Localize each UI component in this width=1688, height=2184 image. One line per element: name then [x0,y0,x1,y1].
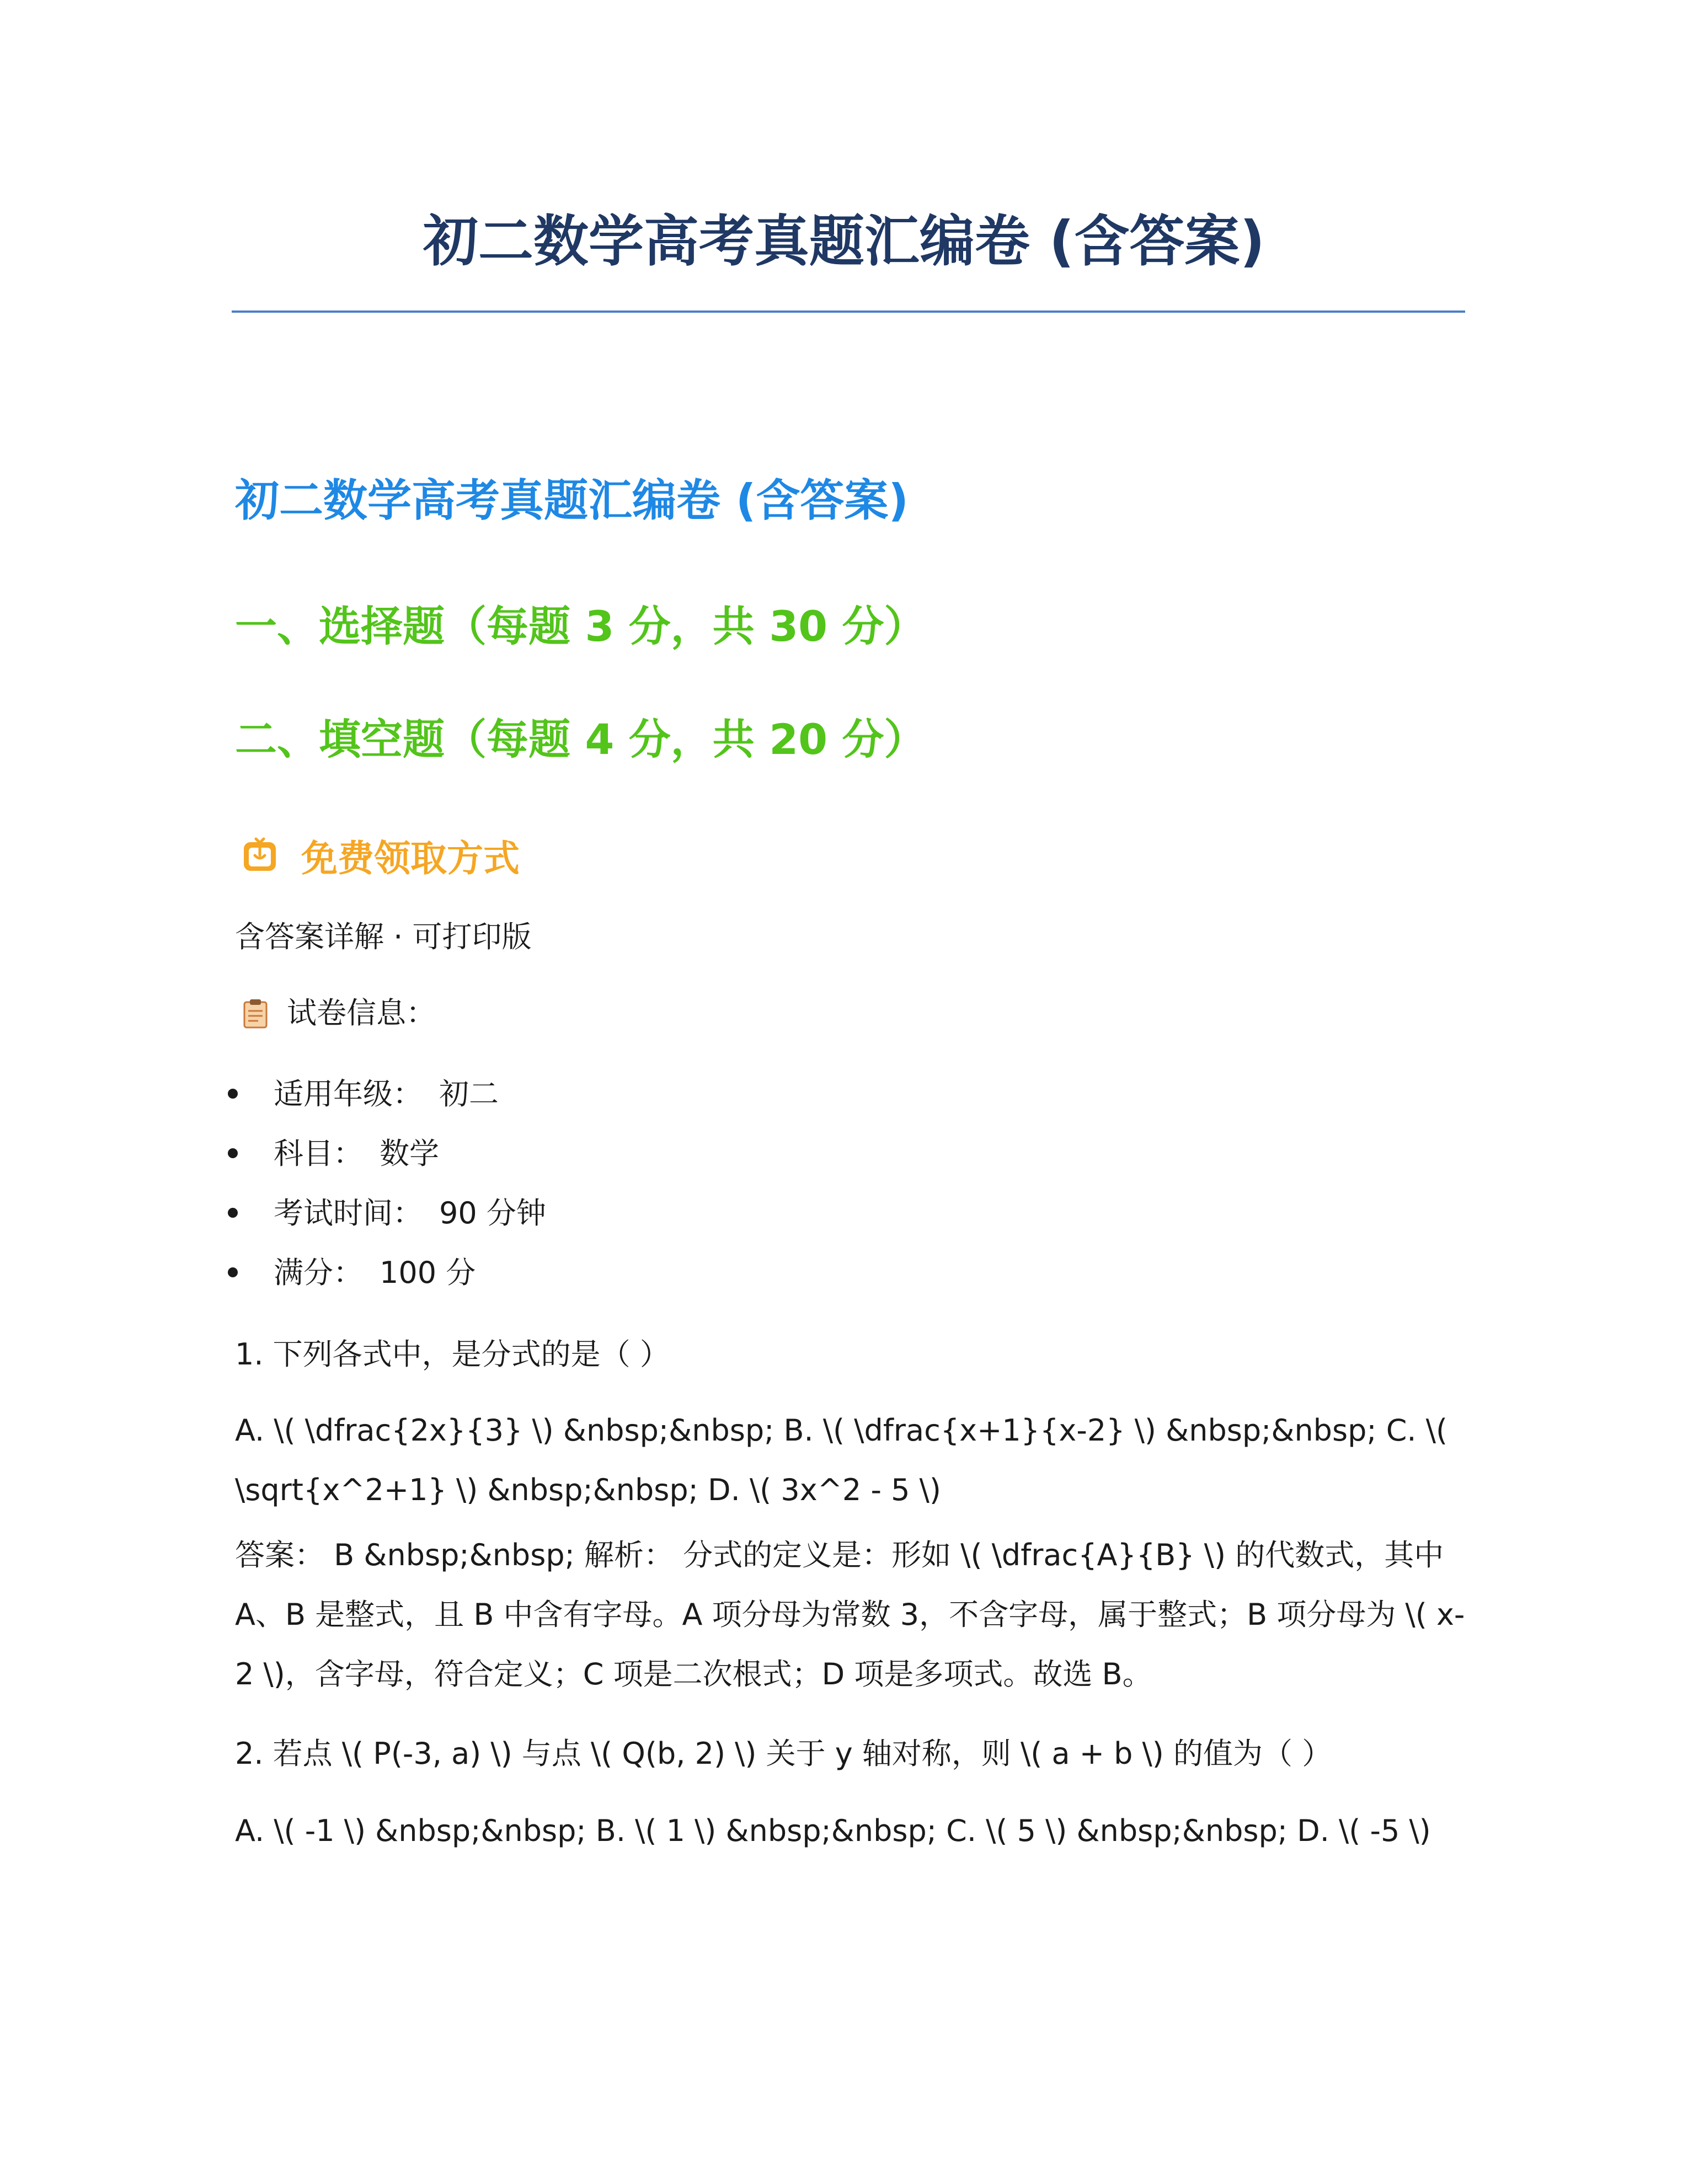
document-title: 初二数学高考真题汇编卷 (含答案) [423,209,1265,274]
gift-box-icon [241,836,279,874]
free-access-title: 免费领取方式 [301,837,520,880]
question-1-options: A. \( \dfrac{2x}{3} \) &nbsp;&nbsp; B. \( \dfrac{x+1}{x-2} \) &nbsp;&nbsp; C. \( \sqrt{x^2+1} \) &nbsp;&nbsp; D. \( 3x^2 - 5 \) [235,1413,1448,1507]
section-heading-choice: 一、选择题（每题 3 分，共 30 分） [235,602,926,651]
info-value: 90 分钟 [439,1196,546,1230]
question-2-options: A. \( -1 \) &nbsp;&nbsp; B. \( 1 \) &nbsp;&nbsp; C. \( 5 \) &nbsp;&nbsp; D. \( -5 \) [235,1813,1431,1848]
bullet-icon [228,1148,238,1158]
free-access-subtitle: 含答案详解 · 可打印版 [235,919,532,954]
exam-info-heading [243,995,436,1031]
bullet-icon [228,1267,238,1277]
list-item [225,1253,546,1313]
title-divider [232,311,1465,313]
bullet-icon [228,1208,238,1218]
info-key: 满分： [274,1255,363,1290]
question-2-stem: 2. 若点 \( P(-3, a) \) 与点 \( Q(b, 2) \) 关于 y 轴对称，则 \( a + b \) 的值为（ ） [235,1736,1332,1771]
list-item [225,1193,546,1253]
question-1-stem: 1. 下列各式中，是分式的是（ ） [235,1337,670,1372]
info-value: 初二 [439,1077,499,1111]
info-value: 100 分 [380,1255,476,1290]
info-key: 适用年级： [274,1077,423,1111]
main-heading: 初二数学高考真题汇编卷 (含答案) [235,475,909,526]
list-item [225,1134,546,1193]
list-item [225,1074,546,1134]
info-key: 考试时间： [274,1196,423,1230]
info-value: 数学 [380,1136,439,1171]
clipboard-icon [243,998,268,1029]
section-heading-fill: 二、填空题（每题 4 分，共 20 分） [235,715,926,764]
free-access-heading [241,827,520,882]
exam-info-list [225,1074,546,1313]
info-key: 科目： [274,1136,363,1171]
bullet-icon [228,1089,238,1099]
question-1-answer: 答案： B &nbsp;&nbsp; 解析： 分式的定义是：形如 \( \dfrac{A}{B} \) 的代数式，其中 A、B 是整式，且 B 中含有字母。A 项分母为常数 3，不含字母，属于整式；B 项分母为 \( x-2 \)，含字母，符合定义；C 项是二次根式；D 项是多项式。故选 B。 [235,1538,1465,1691]
exam-info-label: 试卷信息： [287,995,436,1030]
